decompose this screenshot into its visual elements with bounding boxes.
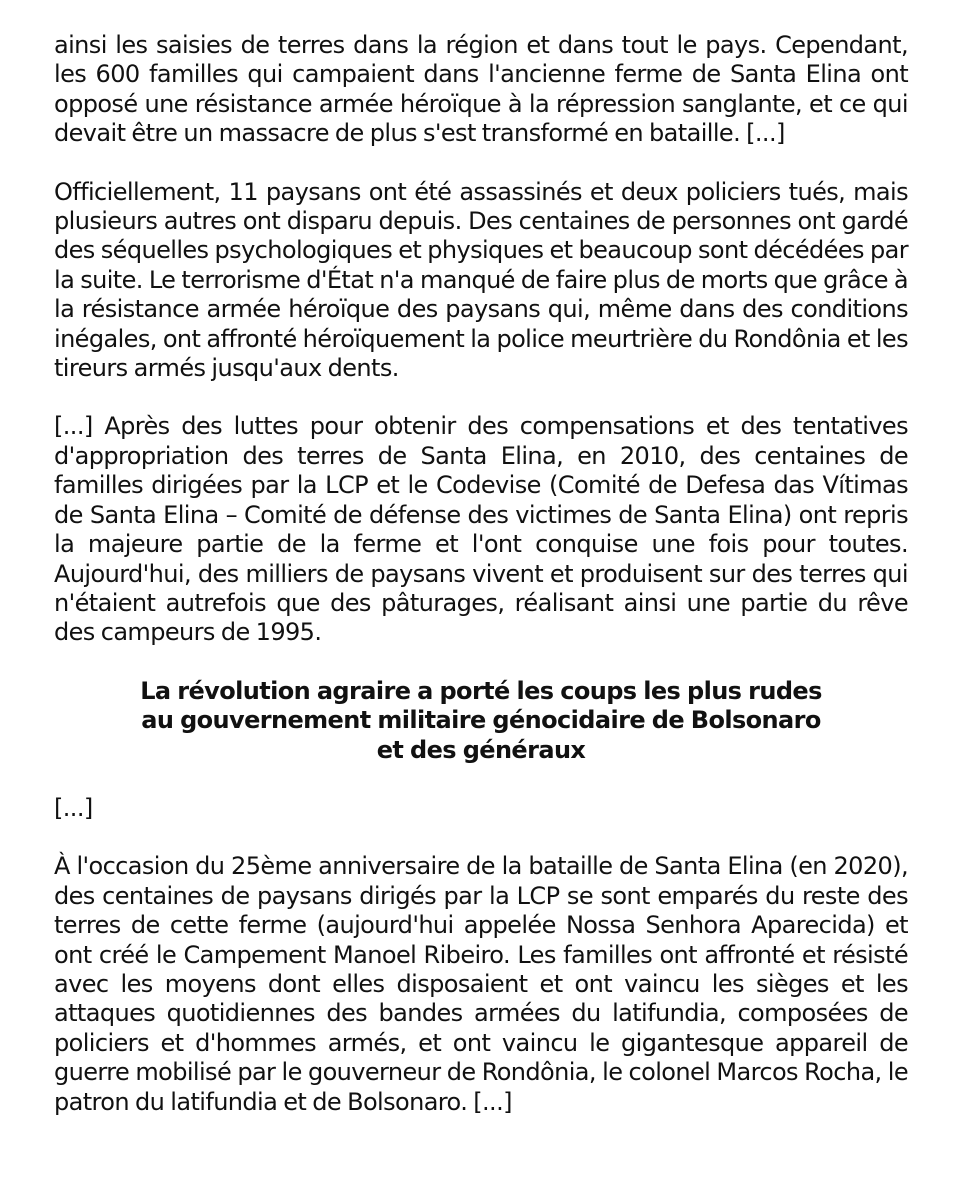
- paragraph-santa-elina-resistance: ainsi les saisies de terres dans la région et dans tout le pays. Cependant, les 600 familles qui campaient dans l'ancienne ferme de Santa Elina ont opposé une résistance armée héroïque à la répression sanglante, et ce qui devait être un massacre de plus s'est transformé en bataille. [...]: [54, 31, 908, 148]
- paragraph-spacer: [54, 383, 908, 412]
- paragraph-spacer: [54, 149, 908, 178]
- paragraph-spacer: [54, 648, 908, 677]
- section-heading-line-1: La révolution agraire a porté les coups les plus rudes: [140, 676, 822, 705]
- paragraph-spacer: [54, 823, 908, 852]
- paragraph-anniversary-camp: À l'occasion du 25ème anniversaire de la bataille de Santa Elina (en 2020), des centaines de paysans dirigés par la LCP se sont emparés du reste des terres de cette ferme (aujourd'hui appelée Nossa Senhora Aparecida) et ont créé le Campement Manoel Ribeiro. Les familles ont affronté et résisté avec les moyens dont elles disposaient et ont vaincu les sièges et les attaques quotidiennes des bandes armées du latifundia, composées de policiers et d'hommes armés, et ont vaincu le gigantesque appareil de guerre mobilisé par le gouverneur de Rondônia, le colonel Marcos Rocha, le patron du latifundia et de Bolsonaro. [...]: [54, 852, 908, 1116]
- paragraph-casualties: Officiellement, 11 paysans ont été assassinés et deux policiers tués, mais plusieurs autres ont disparu depuis. Des centaines de personnes ont gardé des séquelles psychologiques et physiques et beaucoup sont décédées par la suite. Le terrorisme d'État n'a manqué de faire plus de morts que grâce à la résistance armée héroïque des paysans qui, même dans des conditions inégales, ont affronté héroïquement la police meurtrière du Rondônia et les tireurs armés jusqu'aux dents.: [54, 177, 908, 383]
- document-body: [54, 31, 908, 1117]
- section-heading-line-3: et des généraux: [376, 735, 586, 764]
- paragraph-land-conquest: [...] Après des luttes pour obtenir des compensations et des tentatives d'appropriation des terres de Santa Elina, en 2010, des centaines de familles dirigées par la LCP et le Codevise (Comité de Defesa das Vítimas de Santa Elina – Comité de défense des victimes de Santa Elina) ont repris la majeure partie de la ferme et l'ont conquise une fois pour toutes. Aujourd'hui, des milliers de paysans vivent et produisent sur des terres qui n'étaient autrefois que des pâturages, réalisant ainsi une partie du rêve des campeurs de 1995.: [54, 412, 908, 647]
- paragraph-spacer: [54, 765, 908, 794]
- paragraph-ellipsis: [...]: [54, 793, 93, 822]
- section-heading: [54, 677, 908, 765]
- section-heading-line-2: au gouvernement militaire génocidaire de Bolsonaro: [141, 706, 821, 735]
